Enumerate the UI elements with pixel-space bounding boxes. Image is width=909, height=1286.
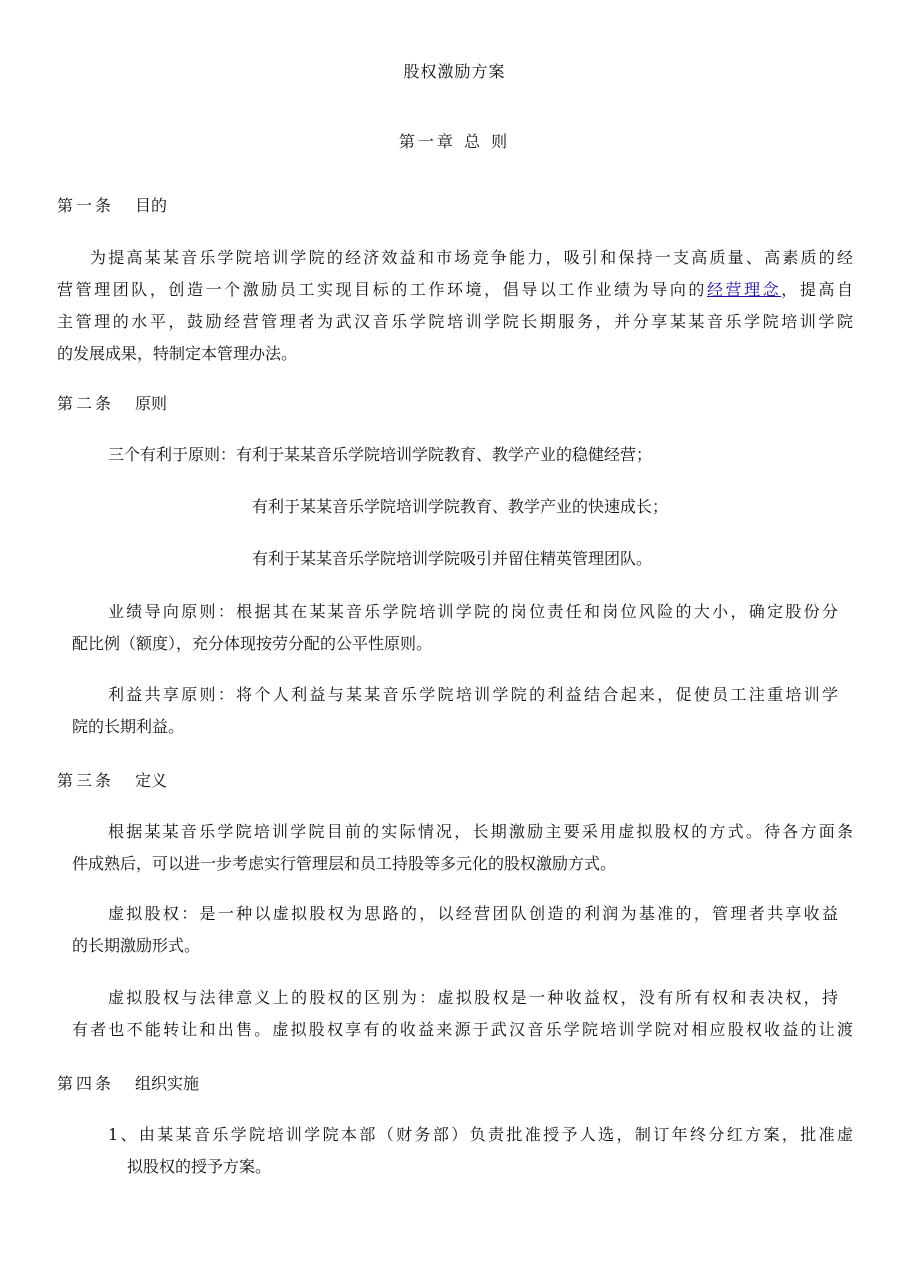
implementation-1-line-1: 1、由某某音乐学院培训学院本部（财务部）负责批准授予人选，制订年终分红方案，批准虚 [108,1125,853,1144]
article-3-label: 第三条 [57,771,115,790]
article-1-heading [57,196,167,216]
article-3-heading [57,771,167,791]
article-1-line-2-text: 营管理团队，创造一个激励员工实现目标的工作环境，倡导以工作业绩为导向的 [57,280,707,299]
article-1-title: 目的 [135,196,168,215]
definition-3-line-2: 有者也不能转让和出售。虚拟股权享有的收益来源于武汉音乐学院培训学院对相应股权收益的让渡 [72,1020,853,1039]
principle-1-line-b: 有利于某某音乐学院培训学院教育、教学产业的快速成长； [252,497,669,516]
article-1-line-2 [57,280,853,300]
article-1-line-4: 的发展成果，特制定本管理办法。 [57,344,298,363]
article-2-heading [57,394,167,414]
principle-1-line-a: 三个有利于原则：有利于某某音乐学院培训学院教育、教学产业的稳健经营； [108,445,653,464]
article-1-label: 第一条 [57,196,115,215]
principle-2-line-1: 业绩导向原则：根据其在某某音乐学院培训学院的岗位责任和岗位风险的大小，确定股份分 [108,602,838,621]
article-4-title: 组织实施 [135,1074,200,1093]
article-1-line-3: 主管理的水平，鼓励经营管理者为武汉音乐学院培训学院长期服务，并分享某某音乐学院培训学院 [57,312,853,331]
principle-3-line-2: 院的长期利益。 [72,717,185,736]
article-1-line-1: 为提高某某音乐学院培训学院的经济效益和市场竞争能力，吸引和保持一支高质量、高素质的经 [90,248,853,267]
article-3-title: 定义 [135,771,168,790]
chapter-heading: 第一章 总 则 [398,132,511,151]
definition-2-line-1: 虚拟股权：是一种以虚拟股权为思路的，以经营团队创造的利润为基准的，管理者共享收益 [108,904,838,923]
principle-2-line-2: 配比例（额度），充分体现按劳分配的公平性原则。 [72,634,433,653]
article-2-label: 第二条 [57,394,115,413]
principle-3-line-1: 利益共享原则：将个人利益与某某音乐学院培训学院的利益结合起来，促使员工注重培训学 [108,685,838,704]
definition-2-line-2: 的长期激励形式。 [72,936,201,955]
principle-1-line-c: 有利于某某音乐学院培训学院吸引并留住精英管理团队。 [252,549,653,568]
article-1-line-2-tail: ，提高自 [781,280,853,299]
article-4-label: 第四条 [57,1074,115,1093]
article-2-title: 原则 [135,394,168,413]
business-philosophy-link[interactable]: 经营理念 [706,280,782,299]
article-4-heading [57,1074,199,1094]
definition-1-line-2: 件成熟后，可以进一步考虑实行管理层和员工持股等多元化的股权激励方式。 [72,854,617,873]
implementation-1-line-2: 拟股权的授予方案。 [127,1157,272,1176]
definition-3-line-1: 虚拟股权与法律意义上的股权的区别为：虚拟股权是一种收益权，没有所有权和表决权，持 [108,988,838,1007]
document-title: 股权激励方案 [403,62,506,81]
definition-1-line-1: 根据某某音乐学院培训学院目前的实际情况，长期激励主要采用虚拟股权的方式。待各方面条 [108,822,853,841]
